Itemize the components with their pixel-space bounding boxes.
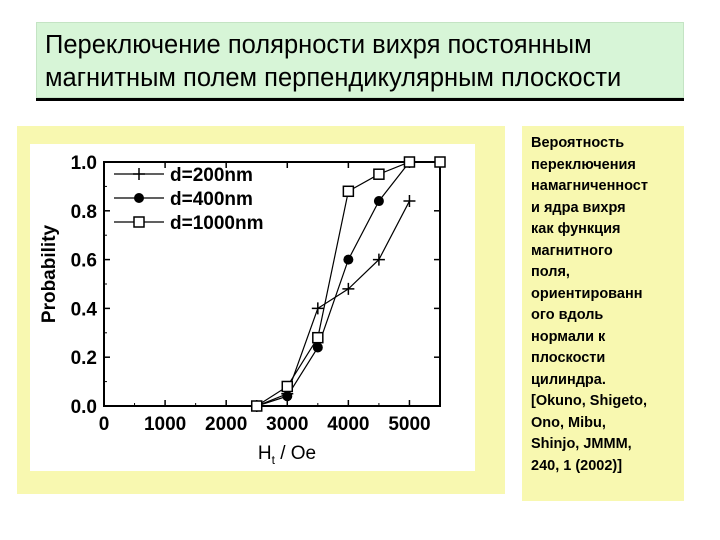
slide-title-line-2: магнитным полем перпендикулярным плоскости <box>45 64 622 92</box>
legend-marker <box>134 193 144 203</box>
caption-line: намагниченност <box>531 178 648 194</box>
x-tick-label: 1000 <box>143 414 187 435</box>
caption-line: Shinjo, JMMM, <box>531 436 632 452</box>
series-line <box>257 162 410 406</box>
chart-series <box>251 157 445 412</box>
legend-entry <box>114 189 253 210</box>
x-axis-label-unit: / Oe <box>274 443 317 464</box>
y-axis-label: Probability <box>39 224 60 324</box>
legend-entry <box>114 213 263 234</box>
caption-line: Ono, Mibu, <box>531 414 606 431</box>
chart-axes <box>71 153 440 435</box>
data-point <box>374 196 384 206</box>
data-point <box>403 195 415 207</box>
data-point <box>343 255 353 265</box>
x-axis-label-main: H <box>257 443 272 464</box>
slide-title-line-1: Переключение полярности вихря постоянным <box>45 31 592 59</box>
data-point <box>312 302 324 314</box>
caption-line: ого вдоль <box>531 307 604 323</box>
legend-marker <box>133 168 145 180</box>
x-tick-label: 5000 <box>388 414 431 435</box>
x-tick-label: 0 <box>98 414 110 435</box>
data-point <box>252 401 262 411</box>
data-point <box>374 169 384 179</box>
data-point <box>404 157 414 167</box>
caption-line: как функция <box>531 221 621 237</box>
data-point <box>343 186 353 196</box>
caption-line: Вероятность <box>531 135 625 151</box>
legend-label: d=200nm <box>170 165 253 186</box>
caption-line: цилиндра. <box>531 371 606 388</box>
y-tick-label: 0.8 <box>70 201 97 223</box>
series-d=400nm <box>252 157 415 411</box>
plot-frame <box>104 162 440 406</box>
caption-line: плоскости <box>531 350 606 366</box>
y-tick-label: 1.0 <box>70 153 97 174</box>
caption-line: переключения <box>531 156 636 173</box>
chart-legend <box>114 165 263 234</box>
legend-marker <box>134 217 144 227</box>
y-tick-label: 0.0 <box>70 397 97 418</box>
data-point <box>282 391 292 401</box>
caption-line: нормали к <box>531 328 606 345</box>
caption-line: магнитного <box>531 242 613 259</box>
data-point <box>435 157 445 167</box>
x-tick-label: 2000 <box>205 414 248 435</box>
x-tick-label: 3000 <box>266 414 309 435</box>
legend-label: d=400nm <box>170 189 253 210</box>
legend-entry <box>114 165 253 186</box>
caption-line: 240, 1 (2002)] <box>531 457 623 474</box>
caption-line: [Okuno, Shigeto, <box>531 393 647 409</box>
caption-line: и ядра вихря <box>531 199 626 216</box>
x-axis-label-subscript: t <box>271 453 275 467</box>
caption-line: поля, <box>531 264 570 280</box>
y-tick-label: 0.4 <box>70 299 97 321</box>
x-axis-label <box>258 443 316 467</box>
data-point <box>313 333 323 343</box>
x-tick-label: 4000 <box>327 414 370 435</box>
y-tick-label: 0.2 <box>70 348 97 370</box>
caption-panel <box>522 126 684 501</box>
caption-line: ориентированн <box>531 285 643 302</box>
y-tick-label: 0.6 <box>70 250 97 272</box>
legend-label: d=1000nm <box>170 213 264 234</box>
data-point <box>282 381 292 391</box>
